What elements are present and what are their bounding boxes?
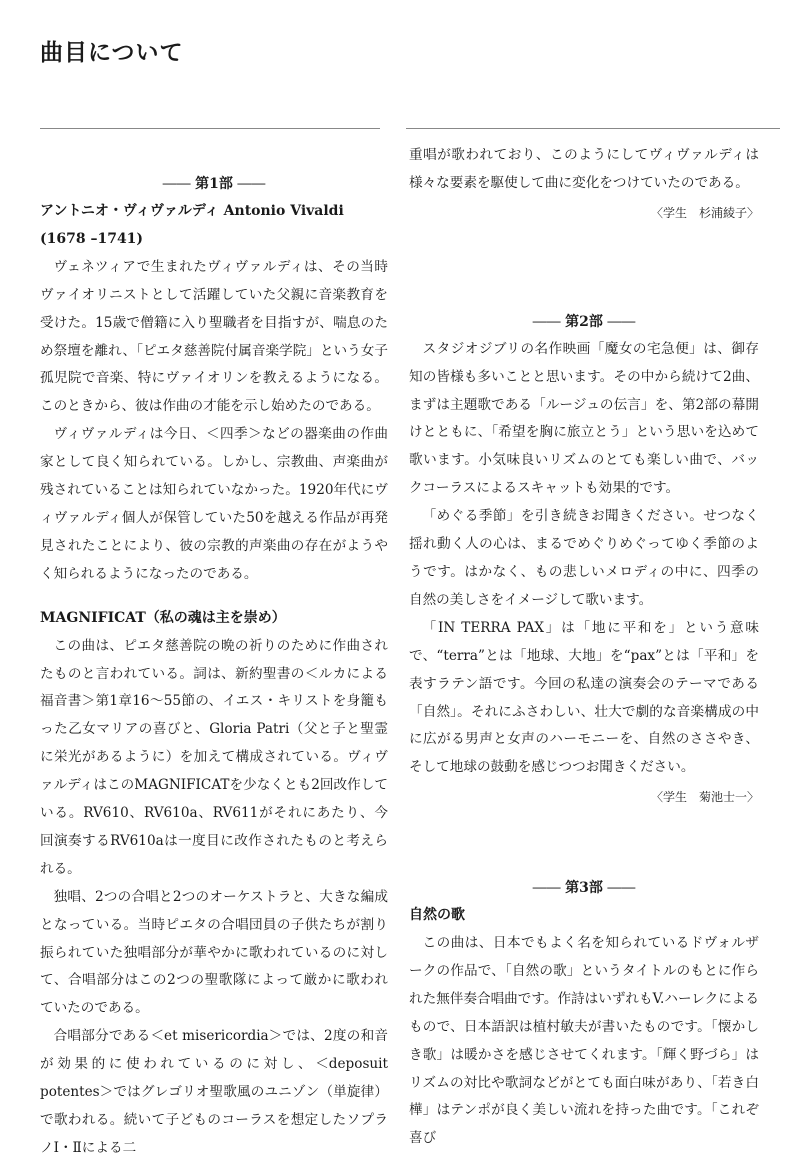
part2-paragraph-1: スタジオジブリの名作映画「魔女の宅急便」は、御存知の皆様も多いことと思います。その中から続けて2曲、まずは主題歌である「ルージュの伝言」を、第2部の幕開けとともに、「希望を胸に旅立とう」という思いを込めて歌います。小気味良いリズムのとても楽しい曲で、バックコーラスによるスキャットも効果的です。	[409, 340, 759, 497]
left-column	[40, 170, 388, 1163]
continued-paragraph: 重唱が歌われており、このようにしてヴィヴァルディは様々な要素を駆使して曲に変化をつけていたのである。	[409, 147, 759, 191]
author-signature-1: 〈学生 杉浦綾子〉	[650, 205, 759, 220]
part2-label: 第2部	[565, 313, 603, 330]
part2-paragraph-2: 「めぐる季節」を引き続きお聞きください。せつなく揺れ動く人の心は、まるでめぐりめぐってゆく季節のようです。はかなく、もの悲しいメロディの中に、四季の自然の美しさをイメージして歌います。	[409, 508, 759, 608]
vivaldi-paragraph-2: ヴィヴァルディは今日、＜四季＞などの器楽曲の作曲家として良く知られている。しかし、宗教曲、声楽曲が残されていることは知られていなかった。1920年代にヴィヴァルディ個人が保管していた50を越える作品が再発見されたことにより、彼の宗教的声楽曲の存在がようやく知られるようになったのである。	[40, 426, 388, 582]
header-rule-left	[40, 128, 380, 129]
magnificat-paragraph-2: 独唱、2つの合唱と2つのオーケストラと、大きな編成となっている。当時ピエタの合唱団員の子供たちが割り振られていた独唱部分が華やかに歌われているのに対して、合唱部分はこの2つの聖歌隊によって厳かに歌われていたのである。	[40, 888, 388, 1017]
part3-paragraph-1: この曲は、日本でもよく名を知られているドヴォルザークの作品で、「自然の歌」というタイトルのもとに作られた無伴奏合唱曲です。作詩はいずれもV.ハーレクによるもので、日本語訳は植村敏夫が書いたものです。「懐かしき歌」は暖かさを感じさせてくれます。「輝く野づら」はリズムの対比や歌詞などがとても面白味があり、「若き白樺」はテンポが良く美しい流れを持った曲です。「これぞ喜び	[409, 935, 759, 1147]
author-signature-2: 〈学生 菊池士一〉	[650, 790, 759, 805]
right-column	[409, 142, 759, 1153]
part2-heading: ―― 第2部 ――	[532, 313, 636, 330]
part3-label: 第3部	[565, 880, 603, 897]
part2-paragraph-3: 「IN TERRA PAX」は「地に平和を」という意味で、“terra”とは「地球、大地」を“pax”とは「平和」を表すラテン語です。今回の私達の演奏会のテーマである「自然」。それにふさわしい、壮大で劇的な音楽構成の中に広がる男声と女声のハーモニーを、自然のささやき、そして地球の鼓動を感じつつお聞きください。	[409, 619, 759, 776]
magnificat-paragraph-3: 合唱部分である＜et misericordia＞では、2度の和音が効果的に使われているのに対し、＜deposuit potentes＞ではグレゴリオ聖歌風のユニゾン（単旋律）で歌われる。続いて子どものコーラスを想定したソプラノⅠ・Ⅱによる二	[40, 1028, 388, 1156]
shizen-no-uta-heading: 自然の歌	[409, 907, 465, 924]
vivaldi-heading: アントニオ・ヴィヴァルディ Antonio Vivaldi (1678 –1741)	[40, 203, 344, 247]
page-title: 曲目について	[40, 39, 184, 66]
vivaldi-paragraph-1: ヴェネツィアで生まれたヴィヴァルディは、その当時ヴァイオリニストとして活躍していた父親に音楽教育を受けた。15歳で僧籍に入り聖職者を目指すが、喘息のため祭壇を離れ、「ピエタ慈善院付属音楽学院」という女子孤児院で音楽、特にヴァイオリンを教えるようになる。このときから、彼は作曲の才能を示し始めたのである。	[40, 258, 388, 415]
part1-label: 第1部	[195, 176, 233, 192]
magnificat-paragraph-1: この曲は、ピエタ慈善院の晩の祈りのために作曲されたものと言われている。詞は、新約聖書の＜ルカによる福音書＞第1章16～55節の、イエス・キリストを身籠もった乙女マリアの喜びと、Gloria Patri（父と子と聖霊に栄光があるように）を加えて構成されている。ヴィヴァルディはこのMAGNIFICATを少なくとも2回改作している。RV610、RV610a、RV611がそれにあたり、今回演奏するRV610aは一度目に改作されたものと考えられる。	[40, 637, 388, 877]
part3-heading: ―― 第3部 ――	[532, 880, 636, 897]
magnificat-heading: MAGNIFICAT（私の魂は主を崇め）	[40, 609, 286, 626]
header-rule-right	[406, 128, 780, 129]
part1-heading: ―― 第1部 ――	[162, 176, 266, 192]
